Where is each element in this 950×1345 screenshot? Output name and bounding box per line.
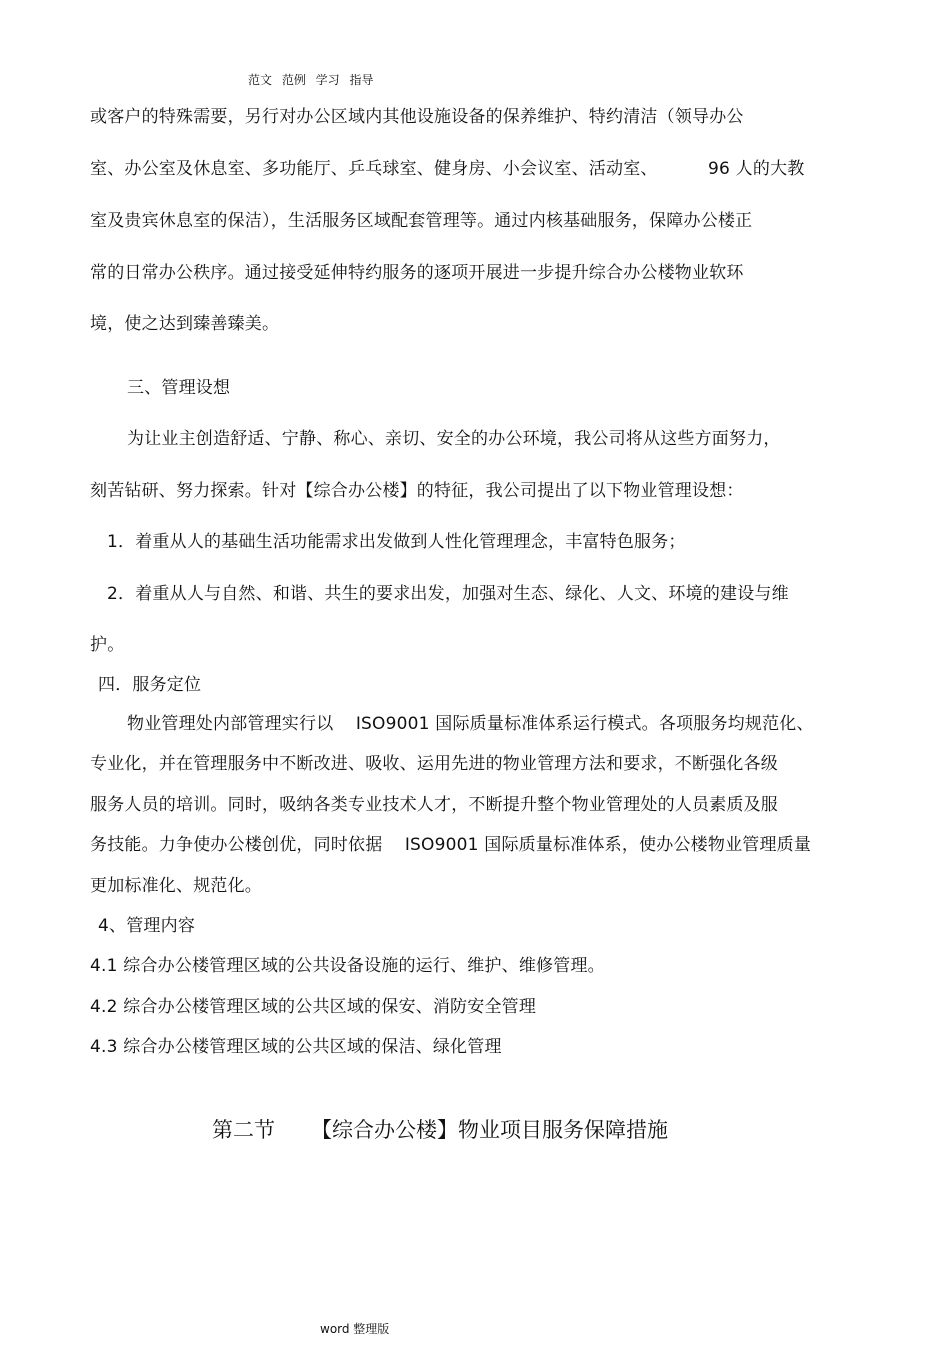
paragraph-line: 专业化，并在管理服务中不断改进、吸收、运用先进的物业管理方法和要求，不断强化各级 xyxy=(90,754,778,774)
section-heading: 三、管理设想 xyxy=(127,378,231,398)
paragraph-line: 更加标准化、规范化。 xyxy=(90,876,262,896)
paragraph-line: 室、办公室及休息室、多功能厅、乒乓球室、健身房、小会议室、活动室、 96 人的大教 xyxy=(90,159,805,179)
list-item: 4.3 综合办公楼管理区域的公共区域的保洁、绿化管理 xyxy=(90,1037,502,1057)
paragraph-line: 境，使之达到臻善臻美。 xyxy=(90,314,280,334)
paragraph-line: 务技能。力争使办公楼创优，同时依据 ISO9001 国际质量标准体系，使办公楼物业管理质量 xyxy=(90,835,812,855)
section-heading: 4、管理内容 xyxy=(98,916,196,936)
list-item: 2．着重从人与自然、和谐、共生的要求出发，加强对生态、绿化、人文、环境的建设与维 xyxy=(107,584,789,604)
section-title xyxy=(212,1116,668,1144)
paragraph-line: 常的日常办公秩序。通过接受延伸特约服务的逐项开展进一步提升综合办公楼物业软环 xyxy=(90,263,744,283)
paragraph-line: 服务人员的培训。同时，吸纳各类专业技术人才，不断提升整个物业管理处的人员素质及服 xyxy=(90,795,778,815)
list-item: 4.2 综合办公楼管理区域的公共区域的保安、消防安全管理 xyxy=(90,997,537,1017)
paragraph-line: 为让业主创造舒适、宁静、称心、亲切、安全的办公环境，我公司将从这些方面努力， xyxy=(127,429,781,449)
list-item: 1．着重从人的基础生活功能需求出发做到人性化管理理念，丰富特色服务； xyxy=(107,532,686,552)
page-footer: word 整理版 xyxy=(320,1322,390,1336)
page-header: 范文 范例 学习 指导 xyxy=(248,73,374,87)
section-title-text: 【综合办公楼】物业项目服务保障措施 xyxy=(311,1118,668,1142)
paragraph-line: 室及贵宾休息室的保洁），生活服务区域配套管理等。通过内核基础服务，保障办公楼正 xyxy=(90,211,753,231)
paragraph-line: 或客户的特殊需要，另行对办公区域内其他设施设备的保养维护、特约清洁（领导办公 xyxy=(90,107,744,127)
list-item: 4.1 综合办公楼管理区域的公共设备设施的运行、维护、维修管理。 xyxy=(90,956,605,976)
list-item-continuation: 护。 xyxy=(90,635,125,655)
paragraph-line: 物业管理处内部管理实行以 ISO9001 国际质量标准体系运行模式。各项服务均规范化、 xyxy=(127,714,814,734)
paragraph-line: 刻苦钻研、努力探索。针对【综合办公楼】的特征，我公司提出了以下物业管理设想： xyxy=(90,481,744,501)
section-title-number: 第二节 xyxy=(212,1118,275,1142)
section-heading: 四．服务定位 xyxy=(98,675,202,695)
